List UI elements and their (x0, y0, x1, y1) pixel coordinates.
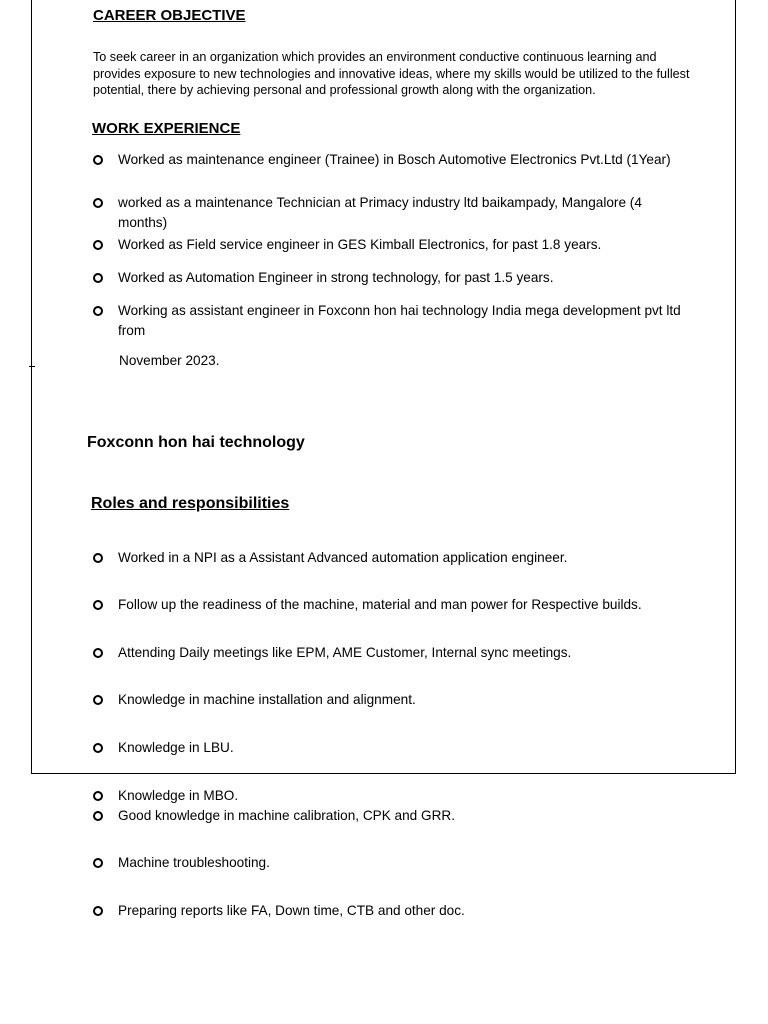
career-objective-heading: CAREER OBJECTIVE (93, 7, 246, 24)
bullet-icon (93, 695, 103, 705)
bullet-icon (93, 600, 103, 610)
bullet-icon (93, 743, 103, 753)
company-title: Foxconn hon hai technology (87, 434, 305, 451)
bullet-icon (93, 858, 103, 868)
work-item-text: Worked as Automation Engineer in strong technology, for past 1.5 years. (118, 270, 554, 285)
role-item-text: Good knowledge in machine calibration, CPK and GRR. (118, 808, 456, 823)
role-item-text: Attending Daily meetings like EPM, AME Customer, Internal sync meetings. (118, 645, 572, 660)
role-item-text: Knowledge in machine installation and alignment. (118, 692, 416, 707)
work-item-text: worked as a maintenance Technician at Primacy industry ltd baikampady, Mangalore (4 months) (118, 195, 642, 230)
bullet-icon (93, 306, 103, 316)
margin-tick (29, 366, 35, 367)
career-objective-text: To seek career in an organization which provides an environment conductive continuous learning and provides exposure to new technologies and innovative ideas, where my skills would be utilized to the fullest potential, there by achieving personal and professional growth along with the organization. (93, 50, 690, 98)
role-item-text: Follow up the readiness of the machine, material and man power for Respective builds. (118, 597, 642, 612)
roles-heading: Roles and responsibilities (91, 495, 290, 512)
work-item-text: Working as assistant engineer in Foxconn hon hai technology India mega development pvt ltd from (118, 303, 681, 338)
bullet-icon (93, 906, 103, 916)
bullet-icon (93, 553, 103, 563)
role-item-text: Machine troubleshooting. (118, 855, 270, 870)
bullet-icon (93, 155, 103, 165)
role-item-text: Knowledge in MBO. (118, 788, 239, 803)
bullet-icon (93, 811, 103, 821)
work-item-text: Worked as maintenance engineer (Trainee) in Bosch Automotive Electronics Pvt.Ltd (1Year) (118, 152, 671, 167)
bullet-icon (93, 648, 103, 658)
work-experience-heading: WORK EXPERIENCE (92, 120, 241, 137)
work-item-text: Worked as Field service engineer in GES Kimball Electronics, for past 1.8 years. (118, 237, 602, 252)
work-item-continuation: November 2023. (119, 353, 220, 368)
role-item-text: Worked in a NPI as a Assistant Advanced automation application engineer. (118, 550, 568, 565)
role-item-text: Knowledge in LBU. (118, 740, 234, 755)
bullet-icon (93, 198, 103, 208)
bullet-icon (93, 273, 103, 283)
role-item-text: Preparing reports like FA, Down time, CTB and other doc. (118, 903, 465, 918)
bullet-icon (93, 240, 103, 250)
bullet-icon (93, 791, 103, 801)
